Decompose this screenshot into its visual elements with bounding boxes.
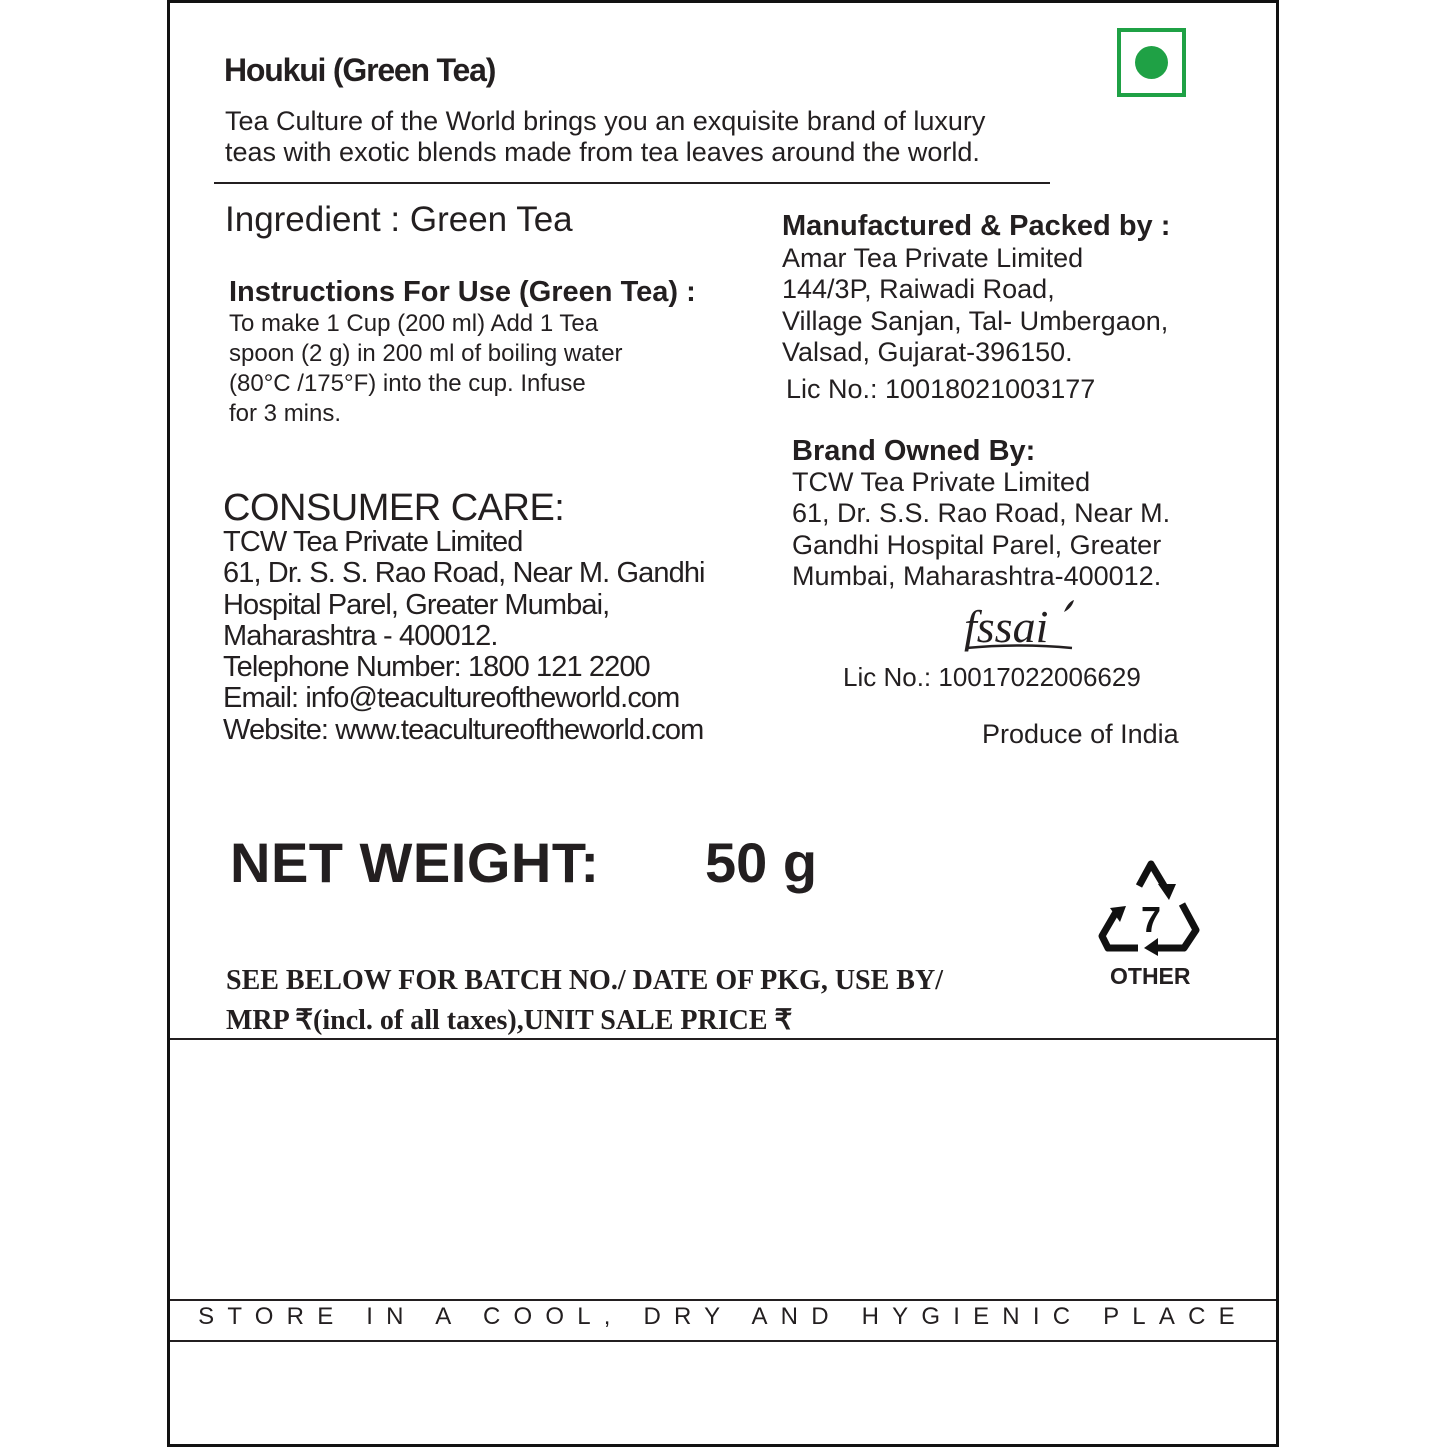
consumer-care-line: Maharashtra - 400012. xyxy=(223,619,498,652)
consumer-care-line: 61, Dr. S. S. Rao Road, Near M. Gandhi xyxy=(223,557,705,590)
storage-bottom-rule xyxy=(170,1340,1276,1342)
brand-intro xyxy=(225,106,985,168)
net-weight-value: 50 g xyxy=(705,831,818,894)
fssai-logo-icon xyxy=(960,596,1078,656)
fssai-license: Lic No.: 10017022006629 xyxy=(843,662,1141,692)
recycle-caption: OTHER xyxy=(1110,963,1191,989)
batch-area-top-rule xyxy=(170,1038,1276,1040)
consumer-care-title: CONSUMER CARE: xyxy=(223,487,565,529)
brand-owner-line: TCW Tea Private Limited xyxy=(792,467,1091,497)
brand-owner-line: Mumbai, Maharashtra-400012. xyxy=(792,560,1162,591)
instructions-line: (80°C /175°F) into the cup. Infuse xyxy=(229,370,586,397)
manufacturer-address xyxy=(782,243,1168,368)
manufacturer-line: Valsad, Gujarat-396150. xyxy=(782,336,1073,367)
instructions-title: Instructions For Use (Green Tea) : xyxy=(229,276,696,308)
consumer-care-line: Hospital Parel, Greater Mumbai, xyxy=(223,588,610,621)
manufacturer-license: Lic No.: 10018021003177 xyxy=(786,374,1096,404)
intro-divider xyxy=(214,182,1050,184)
vegetarian-dot xyxy=(1135,46,1168,79)
consumer-care-body xyxy=(223,527,705,746)
consumer-care-line: TCW Tea Private Limited xyxy=(223,526,523,558)
product-name: Houkui (Green Tea) xyxy=(224,52,496,88)
batch-line: MRP ₹(incl. of all taxes),UNIT SALE PRICE ₹ xyxy=(226,1005,793,1036)
intro-line: teas with exotic blends made from tea leaves around the world. xyxy=(225,137,980,167)
brand-owner-address xyxy=(792,467,1170,592)
brand-owner-line: 61, Dr. S.S. Rao Road, Near M. xyxy=(792,498,1171,529)
manufacturer-line: 144/3P, Raiwadi Road, xyxy=(782,274,1055,305)
consumer-care-phone: Telephone Number: 1800 121 2200 xyxy=(223,651,650,684)
batch-line: SEE BELOW FOR BATCH NO./ DATE OF PKG, USE BY/ xyxy=(226,965,943,996)
intro-line: Tea Culture of the World brings you an exquisite brand of luxury xyxy=(225,106,986,136)
fssai-logo-text: fssai xyxy=(964,601,1049,652)
net-weight-label: NET WEIGHT: xyxy=(230,831,600,894)
ingredient-text: Ingredient : Green Tea xyxy=(225,200,573,239)
instructions-line: spoon (2 g) in 200 ml of boiling water xyxy=(229,340,623,367)
batch-info xyxy=(226,961,943,1041)
storage-top-rule xyxy=(170,1299,1276,1301)
vegetarian-mark-icon xyxy=(1117,28,1186,97)
consumer-care-website: Website: www.teacultureoftheworld.com xyxy=(223,713,704,746)
manufacturer-line: Amar Tea Private Limited xyxy=(782,243,1084,273)
instructions-line: for 3 mins. xyxy=(229,400,342,427)
instructions-line: To make 1 Cup (200 ml) Add 1 Tea xyxy=(229,310,599,337)
instructions-body xyxy=(229,309,709,429)
brand-owner-title: Brand Owned By: xyxy=(792,435,1036,467)
recycle-7-icon xyxy=(1096,856,1206,956)
consumer-care-email: Email: info@teacultureoftheworld.com xyxy=(223,682,680,715)
manufacturer-line: Village Sanjan, Tal- Umbergaon, xyxy=(782,305,1169,336)
storage-instruction: STORE IN A COOL, DRY AND HYGIENIC PLACE xyxy=(198,1303,1248,1330)
brand-owner-line: Gandhi Hospital Parel, Greater xyxy=(792,529,1162,560)
recycle-number: 7 xyxy=(1140,899,1162,940)
produce-of-india: Produce of India xyxy=(982,719,1179,749)
manufacturer-title: Manufactured & Packed by : xyxy=(782,210,1171,242)
